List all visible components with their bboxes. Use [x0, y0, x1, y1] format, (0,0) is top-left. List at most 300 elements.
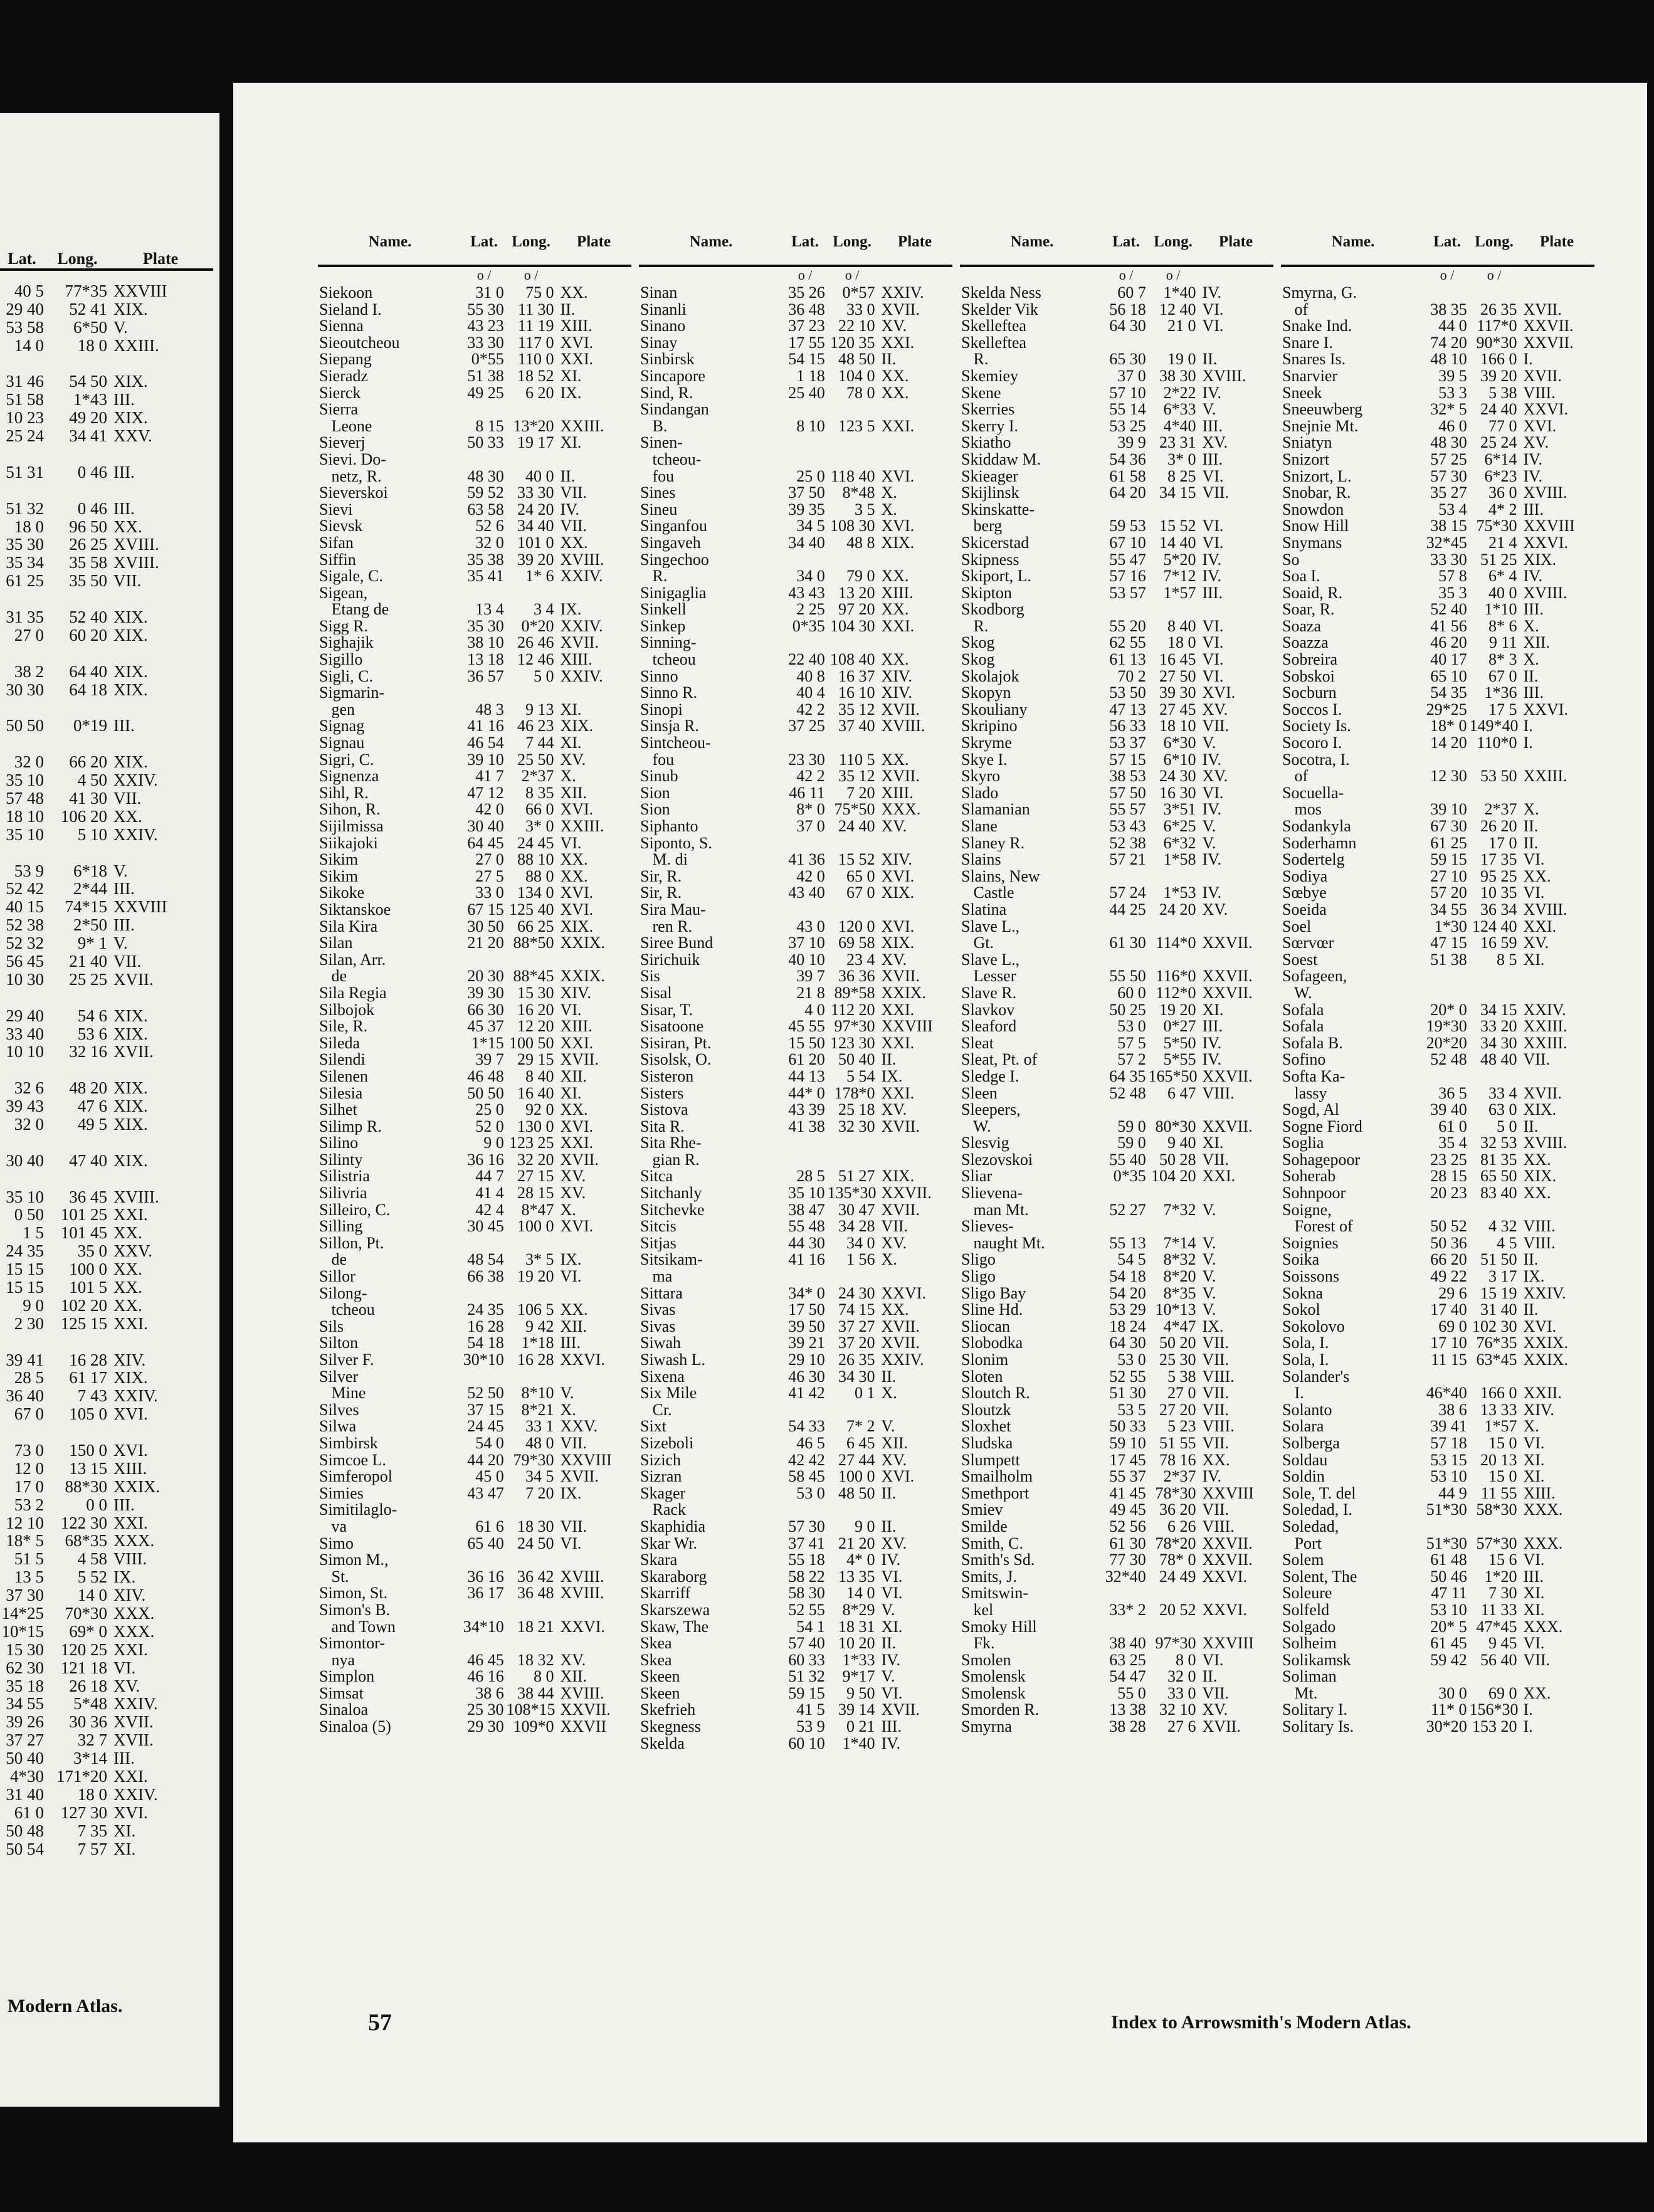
- long-cell: 8* 6: [1488, 616, 1517, 635]
- plate-cell: III.: [1202, 450, 1223, 468]
- long-header: Long.: [833, 233, 872, 250]
- lat-cell: 61 25: [1430, 833, 1467, 852]
- table-row: [639, 1152, 952, 1169]
- index-column: [1281, 219, 1594, 1752]
- long-cell: 16 59: [1480, 934, 1517, 952]
- long-cell: 21 20: [838, 1534, 875, 1552]
- lat-cell: 61 0: [1438, 1117, 1467, 1135]
- lat-cell: 37 0: [1117, 366, 1146, 385]
- plate-cell: XXI.: [881, 333, 915, 352]
- long-cell: 15 0: [1488, 1433, 1517, 1452]
- table-row: [639, 1552, 952, 1569]
- plate-cell: XXIX.: [881, 983, 926, 1002]
- plate-cell: II.: [881, 1634, 897, 1653]
- lat-cell: 57 25: [1430, 450, 1467, 468]
- lat-cell: 25 30: [467, 1700, 504, 1719]
- degree-mark: o /: [1440, 267, 1455, 283]
- long-cell: 54 6: [77, 1006, 107, 1025]
- place-name: Sloutzk: [961, 1401, 1011, 1419]
- plate-cell: XVII.: [560, 633, 599, 652]
- plate-cell: [877, 451, 952, 468]
- lat-cell: 39 5: [1438, 366, 1467, 385]
- table-row: [1281, 1302, 1594, 1319]
- place-name: Sigale, C.: [319, 568, 383, 585]
- plate-cell: V.: [1202, 1200, 1216, 1219]
- long-cell: 1*10: [1484, 600, 1517, 619]
- long-cell: 1*43: [73, 390, 107, 409]
- lat-cell: [0, 645, 48, 663]
- plate-cell: V.: [560, 1384, 574, 1403]
- place-name: Silivria: [319, 1185, 367, 1202]
- table-row: [0, 445, 213, 463]
- long-cell: 68*35: [65, 1531, 107, 1551]
- lat-cell: 45 0: [475, 1467, 504, 1486]
- table-row: [0, 372, 213, 391]
- long-cell: 11 30: [517, 300, 554, 319]
- lat-cell: [1105, 335, 1149, 352]
- lat-cell: 51 58: [6, 390, 44, 409]
- table-row: [1281, 451, 1594, 468]
- table-row: [318, 1018, 631, 1035]
- degree-row: [639, 267, 952, 285]
- degree-mark: o /: [1119, 267, 1134, 283]
- place-name: Siffin: [319, 551, 356, 569]
- long-cell: 78 0: [846, 383, 875, 402]
- lat-cell: 36 16: [467, 1567, 504, 1586]
- place-name: Smyrna: [961, 1719, 1012, 1735]
- place-name: Fk.: [961, 1635, 995, 1652]
- place-name: Smilde: [961, 1518, 1008, 1535]
- plate-cell: XXI.: [113, 1767, 148, 1786]
- lat-cell: 57 16: [1109, 567, 1146, 586]
- long-cell: 34 40: [517, 517, 554, 535]
- plate-cell: XV.: [881, 1233, 907, 1252]
- place-name: Skerries: [961, 401, 1015, 418]
- long-cell: 66 25: [517, 917, 554, 935]
- degree-row: [318, 267, 631, 285]
- plate-cell: V.: [113, 934, 128, 953]
- table-row: [960, 1185, 1273, 1202]
- place-name: Skea: [640, 1635, 672, 1652]
- long-cell: 34 5: [525, 1467, 554, 1486]
- table-row: [0, 753, 213, 771]
- place-name: Sieradz: [319, 367, 368, 385]
- plate-cell: XXVII.: [1202, 1066, 1253, 1085]
- lat-cell: 33* 2: [1109, 1600, 1146, 1619]
- table-row: [0, 826, 213, 844]
- long-cell: 13 33: [1480, 1400, 1517, 1419]
- lat-cell: 46 30: [788, 1367, 825, 1386]
- lat-cell: 20* 5: [1430, 1617, 1467, 1636]
- plate-cell: XIX.: [881, 883, 915, 902]
- plate-cell: XVIII.: [1523, 900, 1567, 919]
- place-name: Solfeld: [1282, 1601, 1330, 1619]
- table-row: [318, 1085, 631, 1102]
- long-cell: 112*0: [1156, 983, 1196, 1002]
- long-cell: 19 0: [1167, 350, 1196, 369]
- lat-cell: 33 30: [1430, 550, 1467, 569]
- long-cell: 121 18: [60, 1658, 107, 1677]
- long-cell: [507, 401, 557, 418]
- long-cell: 1*20: [1484, 1567, 1517, 1586]
- table-row: [318, 635, 631, 651]
- plate-cell: VII.: [1523, 1650, 1551, 1669]
- plate-cell: XX.: [881, 567, 909, 586]
- table-row: [318, 935, 631, 952]
- lat-cell: 14*25: [1, 1604, 44, 1623]
- long-cell: 70*30: [65, 1604, 107, 1623]
- place-name: Silhet: [319, 1102, 357, 1119]
- place-name: Signau: [319, 735, 365, 752]
- plate-cell: V.: [1202, 734, 1216, 752]
- plate-cell: XVI.: [1523, 1317, 1557, 1335]
- long-cell: 69 0: [1488, 1683, 1517, 1702]
- table-row: [639, 952, 952, 969]
- plate-cell: II.: [881, 1517, 897, 1535]
- lat-cell: 38 47: [788, 1200, 825, 1219]
- plate-cell: XII.: [881, 1433, 909, 1452]
- lat-cell: 30 50: [467, 917, 504, 935]
- lat-cell: 40 10: [788, 950, 825, 969]
- lat-cell: 25 0: [796, 466, 825, 485]
- table-row: [0, 645, 213, 663]
- lat-cell: 55 30: [467, 300, 504, 319]
- plate-cell: XX.: [881, 650, 909, 669]
- lat-cell: [1105, 952, 1149, 969]
- long-cell: 8*20: [1163, 1267, 1196, 1286]
- place-name: Siponto, S.: [640, 835, 712, 852]
- table-row: [318, 1251, 631, 1268]
- plate-cell: XVIII.: [1523, 1134, 1567, 1152]
- place-name: Skara: [640, 1552, 678, 1569]
- lat-cell: [1426, 785, 1470, 802]
- long-cell: 8*32: [1163, 1250, 1196, 1269]
- lat-cell: 67 10: [1109, 533, 1146, 552]
- plate-cell: XXI.: [1202, 1167, 1236, 1186]
- lat-cell: 35 30: [467, 616, 504, 635]
- long-cell: [1149, 1185, 1199, 1202]
- lat-cell: 61 6: [475, 1517, 504, 1535]
- lat-cell: 53 25: [1109, 416, 1146, 435]
- place-name: Skarszewa: [640, 1601, 710, 1619]
- plate-cell: V.: [1202, 817, 1216, 835]
- plate-cell: VI.: [1523, 850, 1545, 869]
- lat-cell: 38 53: [1109, 767, 1146, 786]
- lat-cell: 36 16: [467, 1150, 504, 1169]
- long-cell: 97*30: [834, 1017, 875, 1036]
- plate-cell: XI.: [1523, 950, 1545, 969]
- lat-cell: 30*20: [1426, 1717, 1467, 1736]
- long-cell: [1149, 868, 1199, 885]
- table-row: [1281, 335, 1594, 352]
- long-cell: 24 45: [517, 833, 554, 852]
- plate-cell: XXI.: [113, 1314, 148, 1333]
- table-row: [960, 1302, 1273, 1319]
- plate-cell: X.: [1523, 650, 1539, 669]
- plate-cell: XX.: [560, 283, 588, 302]
- place-name: Sneeuwberg: [1282, 401, 1363, 418]
- lat-cell: 42 2: [796, 700, 825, 719]
- lat-cell: 57 24: [1109, 883, 1146, 902]
- table-row: [639, 518, 952, 535]
- plate-cell: XVII.: [881, 1317, 920, 1335]
- plate-cell: XXI.: [881, 616, 915, 635]
- lat-cell: 39 10: [467, 750, 504, 769]
- place-name: Soledad, I.: [1282, 1502, 1352, 1519]
- place-name: Skaraborg: [640, 1568, 707, 1586]
- long-cell: 153 20: [1472, 1717, 1517, 1736]
- table-row: [1281, 1719, 1594, 1735]
- long-cell: 51 55: [1159, 1433, 1196, 1452]
- lat-cell: 63 58: [467, 500, 504, 519]
- plate-cell: [877, 552, 952, 569]
- lat-cell: 41 5: [796, 1700, 825, 1719]
- table-row: [1281, 651, 1594, 668]
- place-name: Sighajik: [319, 635, 374, 652]
- table-row: [318, 618, 631, 635]
- table-row: [639, 434, 952, 451]
- lat-cell: 60 0: [1117, 983, 1146, 1002]
- plate-cell: XVI.: [881, 1467, 915, 1486]
- name-header: Name.: [1331, 233, 1375, 250]
- table-row: [960, 451, 1273, 468]
- plate-cell: VII.: [1202, 1683, 1230, 1702]
- plate-cell: IX.: [560, 1250, 582, 1269]
- place-name: Sokol: [1282, 1302, 1320, 1319]
- table-row: [0, 1749, 213, 1767]
- plate-cell: [1198, 1218, 1273, 1235]
- long-cell: 69* 0: [69, 1621, 107, 1641]
- degree-mark: o /: [524, 267, 539, 283]
- plate-cell: XXI.: [113, 1513, 148, 1532]
- lat-cell: 40 8: [796, 666, 825, 685]
- lat-cell: 10 30: [6, 969, 44, 989]
- plate-cell: XXI.: [560, 350, 594, 369]
- lat-cell: 52 27: [1109, 1200, 1146, 1219]
- plate-cell: XIV.: [881, 850, 912, 869]
- table-row: [0, 971, 213, 989]
- long-cell: 32 7: [77, 1730, 107, 1750]
- place-name: Sinsja R.: [640, 718, 699, 735]
- table-row: [1281, 1152, 1594, 1169]
- long-cell: 9* 1: [77, 934, 107, 953]
- long-cell: 6*25: [1163, 817, 1196, 835]
- table-row: [639, 668, 952, 685]
- long-cell: 33 0: [1167, 1683, 1196, 1702]
- long-cell: 32 0: [1167, 1667, 1196, 1686]
- place-name: man Mt.: [961, 1201, 1029, 1219]
- table-row: [639, 1268, 952, 1285]
- lat-cell: 22 40: [788, 650, 825, 669]
- long-cell: 35 0: [77, 1241, 107, 1261]
- plate-cell: [1198, 502, 1273, 519]
- plate-cell: [556, 1602, 631, 1619]
- table-row: [318, 401, 631, 418]
- lat-cell: 53 29: [1109, 1300, 1146, 1319]
- plate-cell: XX.: [113, 1223, 142, 1243]
- place-name: Sillon, Pt.: [319, 1235, 384, 1252]
- plate-cell: XV.: [1202, 700, 1228, 719]
- lat-cell: 51 32: [6, 498, 44, 518]
- lat-cell: 30 30: [6, 680, 44, 699]
- table-row: [1281, 1018, 1594, 1035]
- plate-cell: [877, 1152, 952, 1169]
- plate-cell: XX.: [881, 383, 909, 402]
- long-cell: 120 25: [60, 1640, 107, 1659]
- table-row: [0, 1659, 213, 1677]
- long-cell: 18 10: [1159, 717, 1196, 735]
- long-cell: [48, 1134, 111, 1152]
- table-row: [0, 1641, 213, 1659]
- lat-cell: [784, 835, 828, 852]
- plate-cell: X.: [881, 500, 897, 519]
- long-cell: 27 20: [1159, 1400, 1196, 1419]
- lat-cell: 58 22: [788, 1567, 825, 1586]
- lat-cell: 0*55: [471, 350, 504, 369]
- plate-cell: [1198, 952, 1273, 969]
- table-row: [960, 1569, 1273, 1586]
- table-row: [1281, 1369, 1594, 1386]
- place-name: Snobar, R.: [1282, 485, 1351, 502]
- lat-cell: 37 41: [788, 1534, 825, 1552]
- long-cell: 4 50: [77, 771, 107, 790]
- long-cell: 39 20: [517, 550, 554, 569]
- lat-cell: 43 47: [467, 1483, 504, 1502]
- table-row: [0, 1695, 213, 1713]
- long-cell: 48 50: [838, 1483, 875, 1502]
- lat-cell: 54 0: [475, 1433, 504, 1452]
- table-row: [639, 1702, 952, 1719]
- lat-cell: 61 30: [1109, 1534, 1146, 1552]
- lat-cell: 14 0: [14, 335, 44, 355]
- long-cell: 47 6: [77, 1097, 107, 1116]
- lat-cell: 15 30: [6, 1640, 44, 1659]
- lat-cell: 73 0: [14, 1441, 44, 1460]
- long-cell: 67 0: [1488, 666, 1517, 685]
- table-row: [0, 590, 213, 608]
- plate-cell: XX.: [881, 1300, 909, 1319]
- place-name: Sievsk: [319, 518, 363, 535]
- plate-header: Plate: [142, 250, 179, 268]
- lat-cell: 52 48: [1109, 1083, 1146, 1102]
- table-row: [960, 885, 1273, 902]
- plate-cell: [111, 1333, 208, 1351]
- plate-cell: XIV.: [113, 1586, 146, 1605]
- table-row: [0, 1079, 213, 1097]
- long-cell: 3 5: [854, 500, 875, 519]
- table-row: [0, 1206, 213, 1224]
- place-name: Solara: [1282, 1418, 1324, 1435]
- long-cell: 7 20: [525, 1483, 554, 1502]
- table-row: [960, 1635, 1273, 1652]
- lat-cell: [463, 1602, 507, 1619]
- table-row: [639, 585, 952, 602]
- plate-cell: [1519, 1068, 1594, 1085]
- plate-cell: XIX.: [113, 1151, 148, 1170]
- place-name: Sinen-: [640, 434, 683, 451]
- table-row: [960, 1602, 1273, 1619]
- place-name: Sleepers,: [961, 1102, 1021, 1119]
- table-row: [0, 989, 213, 1007]
- table-row: [639, 285, 952, 302]
- long-cell: 39 14: [838, 1700, 875, 1719]
- long-cell: [1470, 1369, 1520, 1386]
- table-row: [318, 1385, 631, 1402]
- table-row: [639, 385, 952, 402]
- long-cell: 24 30: [1159, 767, 1196, 786]
- plate-cell: XV.: [560, 1650, 586, 1669]
- plate-cell: V.: [1202, 1250, 1216, 1269]
- long-cell: 69 58: [838, 934, 875, 952]
- place-name: Sinanli: [640, 301, 687, 319]
- table-row: [318, 1235, 631, 1252]
- plate-cell: XIII.: [113, 1458, 147, 1478]
- table-row: [318, 668, 631, 685]
- table-row: [960, 1085, 1273, 1102]
- previous-page-rows: [0, 282, 213, 1858]
- table-row: [0, 934, 213, 952]
- long-cell: 13 15: [69, 1458, 107, 1478]
- lat-cell: 53 10: [1430, 1600, 1467, 1619]
- long-cell: [507, 1602, 557, 1619]
- long-cell: 49 20: [69, 408, 107, 428]
- long-cell: 122 30: [60, 1513, 107, 1532]
- table-row: [318, 752, 631, 769]
- long-cell: 66 0: [525, 800, 554, 819]
- table-row: [639, 1602, 952, 1619]
- lat-cell: 25 0: [475, 1100, 504, 1119]
- plate-cell: IV.: [881, 1551, 901, 1569]
- plate-cell: XIX.: [113, 1097, 148, 1116]
- lat-cell: 15 50: [788, 1033, 825, 1052]
- table-row: [639, 1335, 952, 1352]
- table-row: [318, 601, 631, 618]
- table-row: [960, 1119, 1273, 1135]
- place-name: Silver: [319, 1368, 359, 1386]
- place-name: Sobreira: [1282, 651, 1338, 668]
- long-cell: 39 30: [1159, 683, 1196, 702]
- place-name: Sils: [319, 1318, 344, 1335]
- place-name: Sixena: [640, 1368, 685, 1386]
- table-row: [960, 818, 1273, 835]
- plate-cell: [1198, 1585, 1273, 1602]
- plate-cell: VI.: [1202, 616, 1224, 635]
- plate-cell: [1198, 919, 1273, 935]
- table-row: [0, 1061, 213, 1079]
- long-cell: 166 0: [1480, 1384, 1517, 1403]
- place-name: Sieoutcheou: [319, 334, 400, 352]
- table-row: [639, 1202, 952, 1219]
- table-row: [960, 685, 1273, 702]
- plate-cell: XXV.: [113, 1241, 152, 1261]
- table-row: [639, 702, 952, 719]
- name-header: Name.: [368, 233, 412, 250]
- plate-cell: X.: [881, 483, 897, 502]
- place-name: Leone: [319, 418, 372, 435]
- plate-cell: [877, 1135, 952, 1152]
- table-row: [960, 552, 1273, 569]
- plate-cell: XX.: [1523, 866, 1551, 885]
- plate-cell: XXII.: [1523, 1384, 1562, 1403]
- place-name: Signenza: [319, 768, 379, 785]
- place-name: Sigean,: [319, 584, 368, 602]
- lat-cell: [0, 1423, 48, 1441]
- plate-cell: XIII.: [560, 317, 593, 335]
- long-cell: 6* 4: [1488, 567, 1517, 586]
- lat-cell: 59 15: [1430, 850, 1467, 869]
- lat-cell: 34 5: [796, 517, 825, 535]
- lat-cell: 31 35: [6, 608, 44, 627]
